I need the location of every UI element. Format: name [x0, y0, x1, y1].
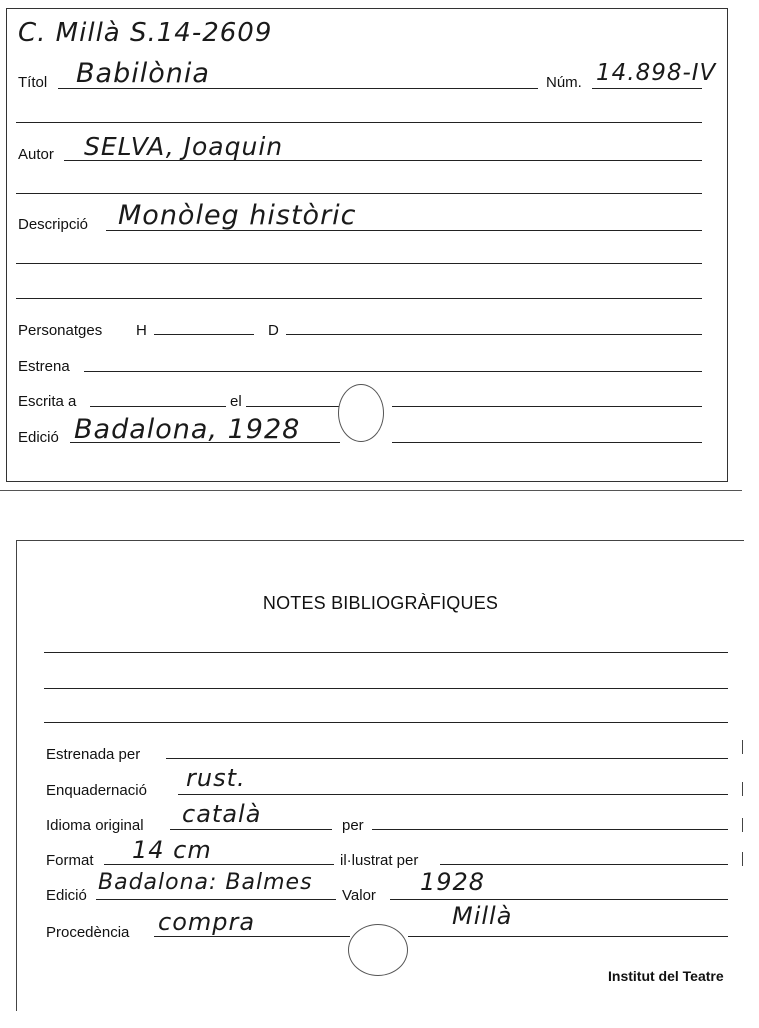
header-note: C. Millà S.14-2609 — [18, 18, 273, 48]
procedencia-value: compra — [158, 908, 256, 936]
notes-line-2 — [44, 688, 728, 689]
procedencia-line-b — [408, 936, 728, 937]
blank-line-3 — [16, 263, 702, 264]
blank-line-2 — [16, 193, 702, 194]
enquadernacio-label: Enquadernació — [46, 782, 147, 799]
card-separator — [0, 490, 742, 491]
escrita-label: Escrita a — [18, 393, 77, 410]
blank-line-1 — [16, 122, 702, 123]
notes-line-3 — [44, 722, 728, 723]
format-label: Format — [46, 852, 94, 869]
punch-hole-top — [338, 384, 384, 442]
num-label: Núm. — [546, 74, 582, 91]
notes-line-1 — [44, 652, 728, 653]
descripcio-value: Monòleg històric — [118, 200, 357, 231]
valor-line — [390, 899, 728, 900]
valor-label: Valor — [342, 887, 376, 904]
estrena-line — [84, 371, 702, 372]
enquadernacio-value: rust. — [186, 764, 246, 792]
idioma-value: català — [182, 800, 262, 828]
edicio-line-b — [392, 442, 702, 443]
num-line — [592, 88, 702, 89]
personatges-d-line — [286, 334, 702, 335]
enquadernacio-line — [178, 794, 728, 795]
notes-title: NOTES BIBLIOGRÀFIQUES — [262, 593, 499, 613]
blank-line-4 — [16, 298, 702, 299]
estrena-label: Estrena — [18, 358, 70, 375]
escrita-el-label: el — [230, 393, 242, 410]
edicio2-value: Badalona: Balmes — [98, 870, 313, 895]
institution-label: Institut del Teatre — [608, 968, 724, 984]
procedencia-label: Procedència — [46, 924, 130, 941]
idioma-per-line — [372, 829, 728, 830]
edge-mark — [742, 818, 743, 832]
format-line — [104, 864, 334, 865]
num-value: 14.898-IV — [596, 60, 717, 86]
edicio-label: Edició — [18, 429, 59, 446]
escrita-el-line-a — [246, 406, 340, 407]
idioma-line — [170, 829, 332, 830]
punch-hole-bottom — [348, 924, 408, 976]
valor-value: 1928 — [420, 868, 486, 896]
escrita-el-line-b — [392, 406, 702, 407]
autor-label: Autor — [18, 146, 54, 163]
procedencia-line-a — [154, 936, 350, 937]
edicio-value: Badalona, 1928 — [74, 414, 301, 445]
descripcio-label: Descripció — [18, 216, 89, 233]
idioma-label: Idioma original — [46, 817, 144, 834]
titol-value: Babilònia — [76, 58, 210, 89]
edicio2-line — [96, 899, 336, 900]
personatges-d-label: D — [268, 322, 279, 339]
idioma-per-label: per — [342, 817, 364, 834]
estrenada-line — [166, 758, 728, 759]
illustrat-label: il·lustrat per — [340, 852, 419, 869]
edge-mark — [742, 852, 743, 866]
edicio2-label: Edició — [46, 887, 87, 904]
personatges-h-label: H — [136, 322, 147, 339]
autor-value: SELVA, Joaquin — [84, 132, 284, 161]
procedencia-extra-value: Millà — [452, 902, 513, 930]
personatges-h-line — [154, 334, 254, 335]
escrita-line — [90, 406, 226, 407]
estrenada-label: Estrenada per — [46, 746, 141, 763]
format-value: 14 cm — [132, 836, 212, 864]
titol-label: Títol — [18, 74, 48, 91]
illustrat-line — [440, 864, 728, 865]
edge-mark — [742, 782, 743, 796]
edge-mark — [742, 740, 743, 754]
personatges-label: Personatges — [18, 322, 103, 339]
